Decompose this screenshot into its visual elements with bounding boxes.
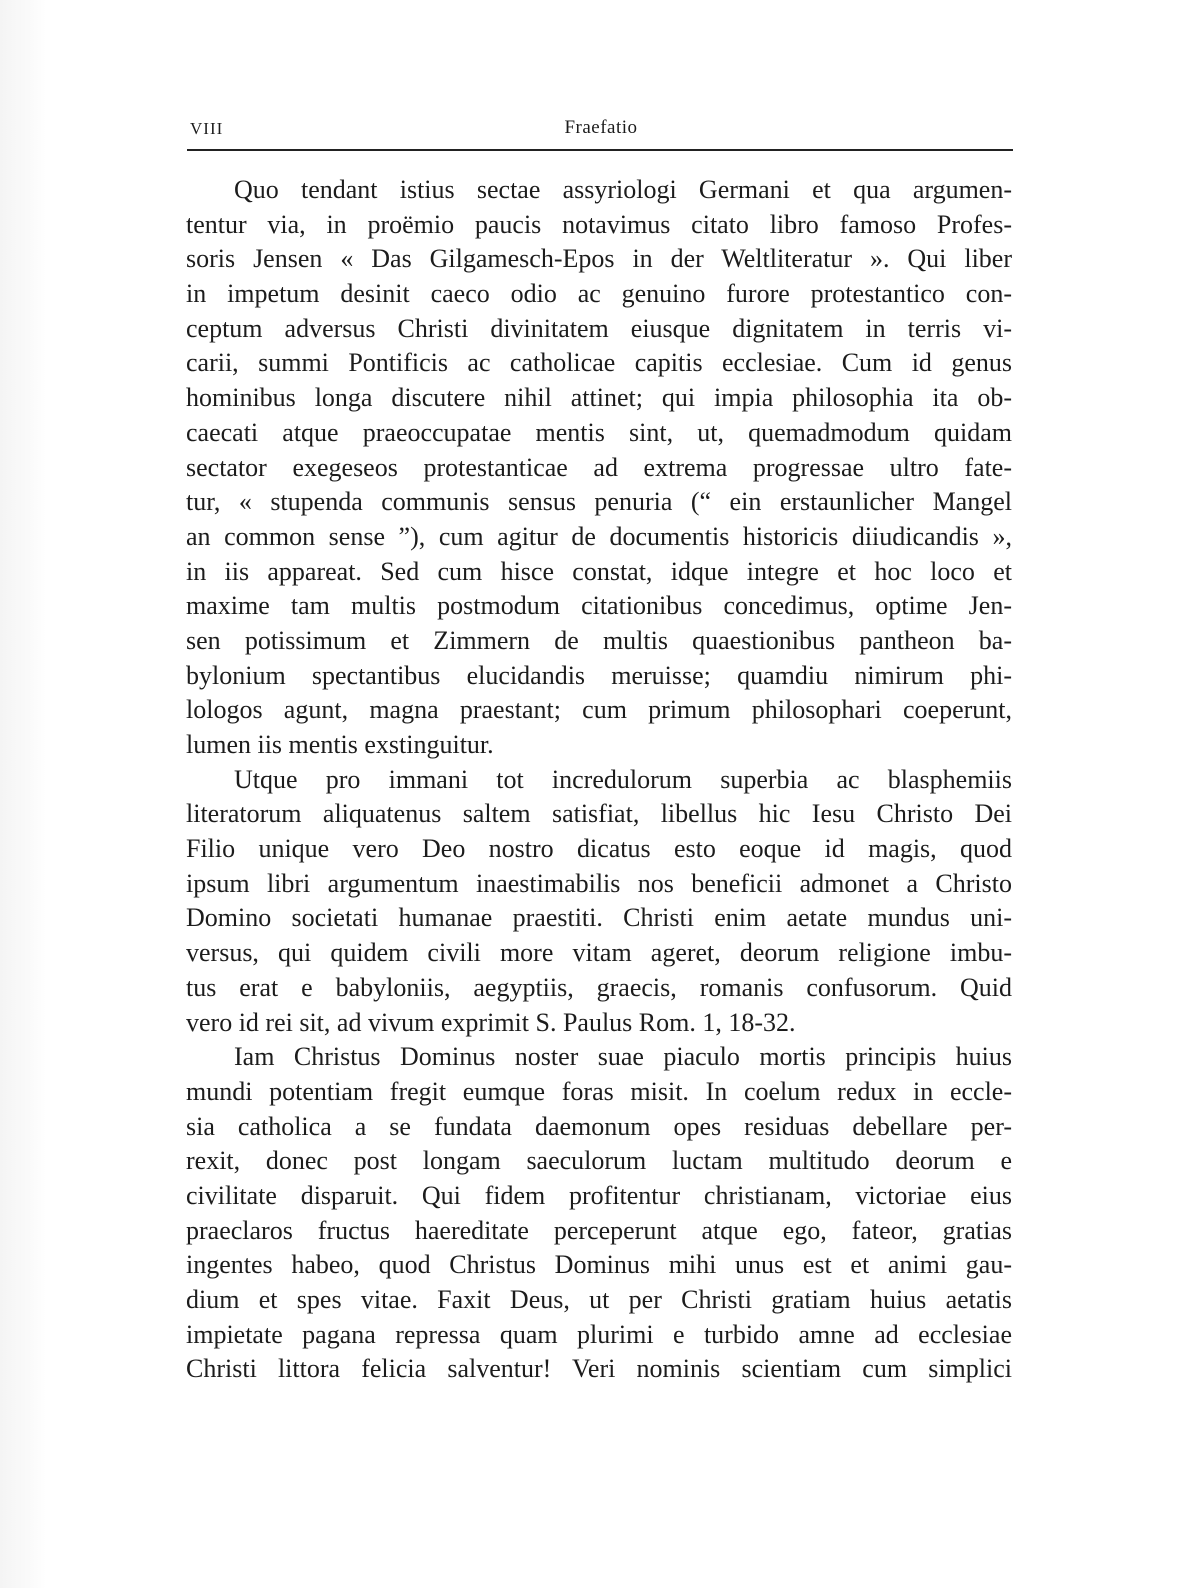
header-rule [187, 149, 1013, 151]
text-line: bylonium spectantibus elucidandis meruisse; quamdiu nimirum phi- [186, 660, 1012, 690]
text-line: in iis appareat. Sed cum hisce constat, idque integre et hoc loco et [186, 556, 1012, 586]
paragraph [186, 173, 1012, 763]
text-line: Filio unique vero Deo nostro dicatus esto eoque id magis, quod [186, 834, 1012, 864]
text-line: dium et spes vitae. Faxit Deus, ut per Christi gratiam huius aetatis [186, 1285, 1012, 1314]
text-line: versus, qui quidem civili more vitam ageret, deorum religione imbu- [186, 938, 1012, 968]
text-line: ingentes habeo, quod Christus Dominus mihi unus est et animi gau- [186, 1250, 1012, 1280]
text-line: Domino societati humanae praestiti. Christi enim aetate mundus uni- [186, 903, 1012, 933]
text-line: sectator exegeseos protestanticae ad extrema progressae ultro fate- [186, 452, 1012, 482]
text-line: soris Jensen « Das Gilgamesch-Epos in der Weltliteratur ». Qui liber [186, 244, 1012, 274]
text-line: civilitate disparuit. Qui fidem profitentur christianam, victoriae eius [186, 1180, 1012, 1210]
scan-margin-shadow [0, 0, 46, 1588]
text-line: praeclaros fructus haereditate perceperunt atque ego, fateor, gratias [186, 1215, 1012, 1245]
text-line: literatorum aliquatenus saltem satisfiat, libellus hic Iesu Christo Dei [186, 799, 1012, 829]
running-title: Fraefatio [564, 117, 638, 138]
page-number: VIII [190, 119, 224, 138]
text-line: caecati atque praeoccupatae mentis sint, ut, quemadmodum quidam [186, 417, 1012, 447]
text-line: impietate pagana repressa quam plurimi e turbido amne ad ecclesiae [186, 1319, 1012, 1349]
text-line: in impetum desinit caeco odio ac genuino furore protestantico con- [186, 279, 1012, 309]
text-line: tentur via, in proëmio paucis notavimus citato libro famoso Profes- [186, 209, 1012, 239]
paragraph [186, 763, 1012, 1041]
body-text [186, 173, 1012, 1387]
text-line: Christi littora felicia salventur! Veri nominis scientiam cum simplici [186, 1354, 1012, 1384]
text-line: mundi potentiam fregit eumque foras misit. In coelum redux in eccle- [186, 1076, 1012, 1106]
text-line: tus erat e babyloniis, aegyptiis, graecis, romanis confusorum. Quid [186, 972, 1012, 1002]
running-head [190, 116, 1012, 146]
text-line: maxime tam multis postmodum citationibus concedimus, optime Jen- [186, 591, 1012, 621]
text-line: hominibus longa discutere nihil attinet; qui impia philosophia ita ob- [186, 383, 1012, 413]
text-line: tur, « stupenda communis sensus penuria (“ ein erstaunlicher Mangel [186, 487, 1012, 517]
text-line: vero id rei sit, ad vivum exprimit S. Paulus Rom. 1, 18-32. [186, 1007, 796, 1037]
text-line: sen potissimum et Zimmern de multis quaestionibus pantheon ba- [186, 625, 1012, 655]
text-line: Quo tendant istius sectae assyriologi Germani et qua argumen- [234, 175, 1012, 204]
text-line: carii, summi Pontificis ac catholicae capitis ecclesiae. Cum id genus [186, 348, 1012, 378]
text-line: lumen iis mentis exstinguitur. [186, 730, 494, 759]
text-line: rexit, donec post longam saeculorum luctam multitudo deorum e [186, 1146, 1012, 1176]
text-line: Utque pro immani tot incredulorum superbia ac blasphemiis [234, 764, 1012, 794]
text-line: sia catholica a se fundata daemonum opes residuas debellare per- [186, 1111, 1012, 1141]
text-line: an common sense ”), cum agitur de documentis historicis diiudicandis », [186, 521, 1012, 551]
text-line: ipsum libri argumentum inaestimabilis nos beneficii admonet a Christo [186, 868, 1012, 898]
text-line: ceptum adversus Christi divinitatem eiusque dignitatem in terris vi- [186, 313, 1012, 343]
text-line: lologos agunt, magna praestant; cum primum philosophari coeperunt, [186, 695, 1012, 725]
paragraph [186, 1040, 1012, 1387]
text-line: Iam Christus Dominus noster suae piaculo mortis principis huius [234, 1042, 1012, 1072]
